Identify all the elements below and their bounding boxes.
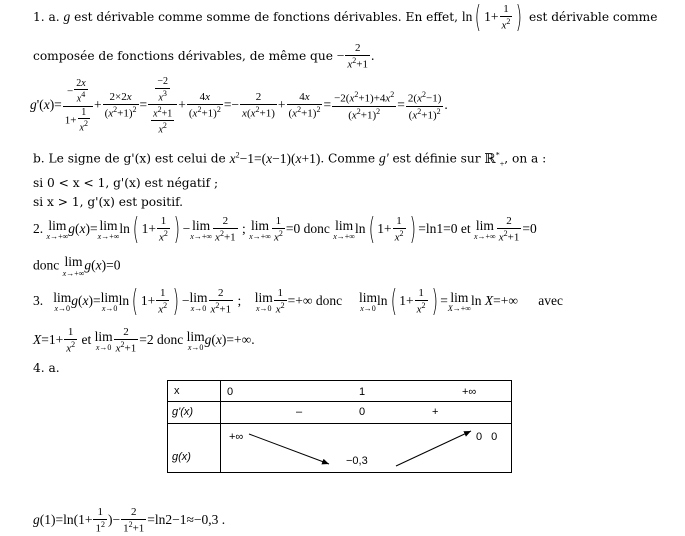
q3-line1: 3. lim x→0 g(x)= lim x→0 ln( 1+ $\frac{1}{x^2}$ ) − lim x→0 $\frac{2}{x^2+1}$ ; lim x→0 $\frac{1}{x^2}$ =+∞ donc lim x→0 ln( 1+ $\frac{1}{x^2}$ ) = lim X→+∞ ln X=+∞ avec (33, 284, 563, 319)
q3-line2: X=1+ $\frac{1}{x^2}$ et lim x→0 $\frac{2}{x^2+1}$ =2 donc lim x→0 g(x)=+∞. (33, 326, 255, 355)
case-negative: si 0 < x < 1, g'(x) est négatif ; (33, 176, 219, 190)
row-label-derivative: g'(x) (168, 402, 221, 424)
x-values: 0 1 +∞ (221, 381, 512, 402)
g-variation: +∞ 0 0 −0,3 (221, 424, 512, 473)
row-label-g: g(x) (168, 424, 221, 473)
table-row-derivative (168, 402, 512, 424)
q4-label: 4. a. (33, 361, 60, 375)
final-computation: g(1)=ln(1+ $\frac{1}{1^2}$ )− $\frac{2}{1^2+1}$ =ln2−1≈−0,3 . (33, 506, 226, 535)
derivative-signs: – 0 + (221, 402, 512, 424)
decreasing-arrow (249, 434, 329, 464)
variation-table (167, 380, 512, 473)
row-label-x: x (168, 381, 221, 402)
q2-line2: donc lim x→+∞ g(x)=0 (33, 254, 121, 278)
variation-arrows (221, 424, 511, 473)
table-row-g (168, 424, 512, 473)
derivative-formula: g'(x)= − $\frac{2x}{x^4}$ 1+ $\frac{1}{x^2}$ + $\frac{2\times 2x}{(x^2+1)^2}$ = $\frac{\frac{-2}{x^3}}{\frac{x^2+1}{x^2}}$ + $\frac{4x}{(x^2+1)^2}$ =− $\frac{2}{x(x^2+1)}$ + $\frac{4x}{(x^2+1)^2}$ = $\frac{-2(x^2+1)+4x^2}{(x^2+1)^2}$ = $\frac{2(x^2-1)}{(x^2+1)^2}$ . (30, 76, 448, 136)
case-positive: si x > 1, g'(x) est positif. (33, 195, 184, 209)
q1a-line1: 1. a. g est dérivable comme somme de fonctions dérivables. En effet, ln( 1+ $\frac{1}{x^2}$ ) est dérivable comme (33, 0, 658, 35)
q1b-line: b. Le signe de g'(x) est celui de $x^2-1=(x-1)(x+1)$. Comme g' est définie sur ℝ*$_+$, on a : (33, 150, 547, 169)
q1a-line2: composée de fonctions dérivables, de même que − $\frac{2}{x^2+1}$ . (33, 42, 375, 71)
q2-line1: 2. lim x→+∞ g(x)= lim x→+∞ ln( 1+ $\frac{1}{x^2}$ ) − lim x→+∞ $\frac{2}{x^2+1}$ ; lim x→+∞ $\frac{1}{x^2}$ =0 donc lim x→+∞ ln( 1+ $\frac{1}{x^2}$ ) =ln1=0 et lim x→+∞ $\frac{2}{x^2+1}$ =0 (33, 212, 537, 247)
table-row-x (168, 381, 512, 402)
increasing-arrow (396, 431, 471, 466)
